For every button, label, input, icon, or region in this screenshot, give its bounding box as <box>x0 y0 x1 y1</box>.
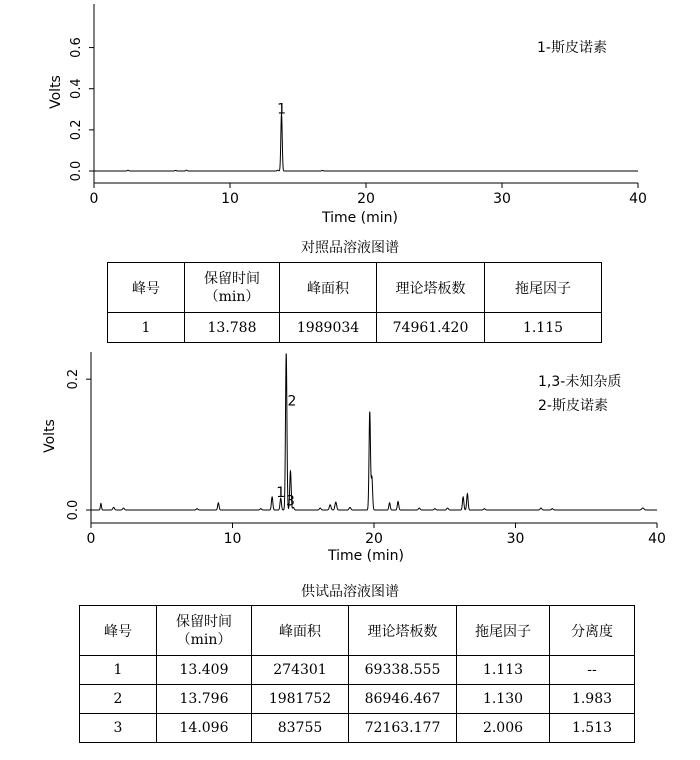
header-peak-no: 峰号 <box>80 606 157 656</box>
header-tailing-factor: 拖尾因子 <box>485 263 602 313</box>
cell: 69338.555 <box>349 656 457 685</box>
header-theoretical-plates: 理论塔板数 <box>377 263 485 313</box>
cell: 1 <box>108 313 185 343</box>
peak-label: 3 <box>286 493 295 510</box>
header-retention-time: 保留时间 （min） <box>185 263 280 313</box>
cell: 83755 <box>252 714 349 743</box>
cell: 72163.177 <box>349 714 457 743</box>
sample-caption: 供试品溶液图谱 <box>301 584 399 600</box>
cell: 86946.467 <box>349 685 457 714</box>
header-tailing-factor: 拖尾因子 <box>457 606 550 656</box>
x-tick-label: 0 <box>89 191 99 207</box>
cell: 1.983 <box>550 685 635 714</box>
x-tick-label: 20 <box>357 191 375 207</box>
table-row <box>80 714 635 743</box>
x-tick-label: 10 <box>223 531 242 547</box>
cell: 74961.420 <box>377 313 485 343</box>
x-tick-label: 40 <box>648 531 666 547</box>
x-axis-label: Time (min) <box>327 548 405 564</box>
cell: 1989034 <box>280 313 377 343</box>
peak-label: 2 <box>287 393 297 410</box>
cell: 2 <box>80 685 157 714</box>
header-peak-area: 峰面积 <box>252 606 349 656</box>
header-resolution: 分离度 <box>550 606 635 656</box>
sample-chromatogram <box>0 348 700 568</box>
table-row <box>80 685 635 714</box>
cell: 13.409 <box>157 656 252 685</box>
cell: 13.796 <box>157 685 252 714</box>
y-tick-label: 0.6 <box>69 37 84 58</box>
reference-caption: 对照品溶液图谱 <box>301 240 399 256</box>
legend-entry: 1,3-未知杂质 <box>538 374 622 390</box>
x-tick-label: 10 <box>221 191 239 207</box>
y-axis-label: Volts <box>48 75 64 109</box>
table-header-row <box>80 606 635 656</box>
cell: 1.130 <box>457 685 550 714</box>
cell: -- <box>550 656 635 685</box>
x-tick-label: 30 <box>506 531 525 547</box>
legend-entry: 1-斯皮诺素 <box>537 40 607 56</box>
reference-peak-table <box>107 262 602 343</box>
cell: 1 <box>80 656 157 685</box>
header-retention-time: 保留时间 （min） <box>157 606 252 656</box>
x-tick-label: 30 <box>493 191 511 207</box>
y-tick-label: 0.2 <box>69 119 84 141</box>
header-theoretical-plates: 理论塔板数 <box>349 606 457 656</box>
y-tick-label: 0.0 <box>69 160 84 182</box>
sample-peak-table <box>79 605 635 743</box>
x-tick-label: 20 <box>365 531 383 547</box>
legend-entry: 2-斯皮诺素 <box>538 398 608 414</box>
x-tick-label: 40 <box>629 191 647 207</box>
table-row <box>80 656 635 685</box>
cell: 13.788 <box>185 313 280 343</box>
table-row <box>108 313 602 343</box>
header-peak-area: 峰面积 <box>280 263 377 313</box>
table-header-row <box>108 263 602 313</box>
cell: 14.096 <box>157 714 252 743</box>
cell: 1981752 <box>252 685 349 714</box>
y-tick-label: 0.2 <box>66 368 81 390</box>
cell: 1.513 <box>550 714 635 743</box>
chromatogram-trace <box>94 113 638 171</box>
peak-label: 1 <box>276 484 286 501</box>
cell: 1.115 <box>485 313 602 343</box>
y-tick-label: 0.4 <box>69 78 84 100</box>
x-axis-label: Time (min) <box>321 210 399 226</box>
reference-chromatogram <box>0 0 700 230</box>
cell: 1.113 <box>457 656 550 685</box>
y-tick-label: 0.0 <box>66 499 81 521</box>
cell: 2.006 <box>457 714 550 743</box>
cell: 274301 <box>252 656 349 685</box>
y-axis-label: Volts <box>42 419 58 453</box>
peak-label: 1 <box>277 101 287 118</box>
header-peak-no: 峰号 <box>108 263 185 313</box>
x-tick-label: 0 <box>86 531 96 547</box>
cell: 3 <box>80 714 157 743</box>
